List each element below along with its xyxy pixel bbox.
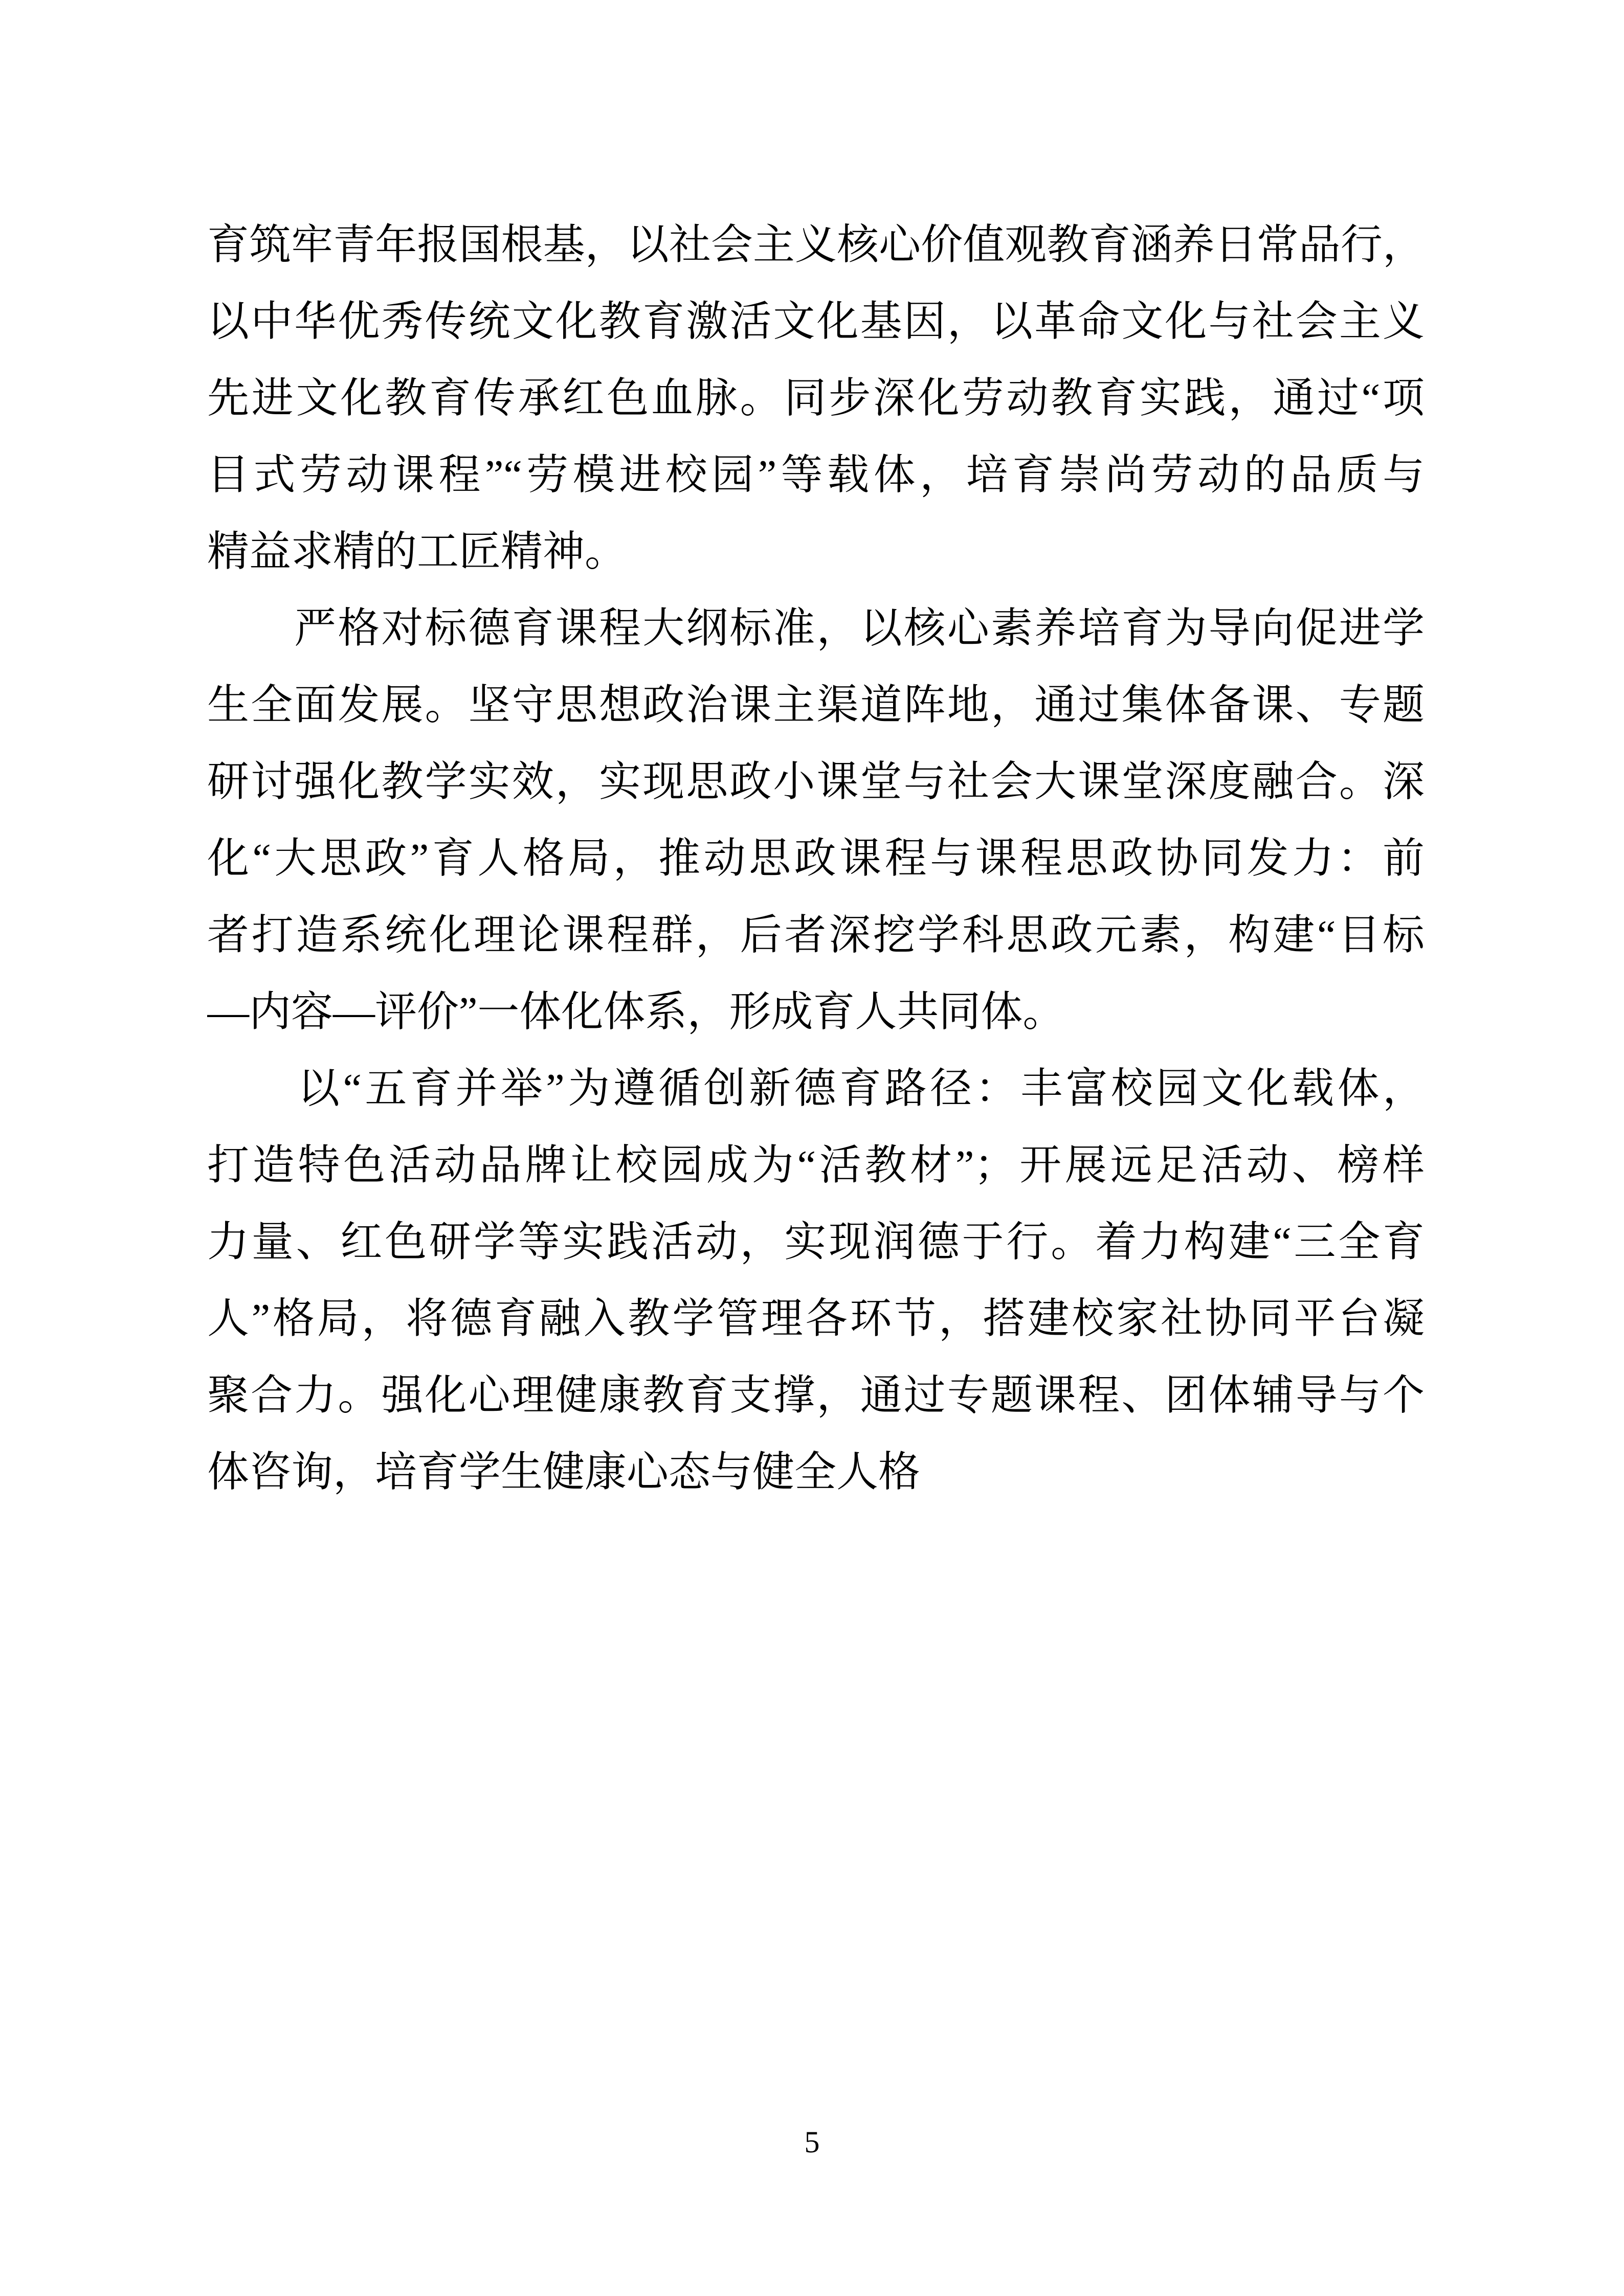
text-line: 打造特色活动品牌让校园成为“活教材”；开展远足活动、榜样 [207,1142,1425,1188]
text-line: 化“大思政”育人格局，推动思政课程与课程思政协同发力：前 [207,835,1425,882]
text-line: 以中华优秀传统文化教育激活文化基因，以革命文化与社会主义 [207,298,1425,345]
text-line: —内容—评价”一体化体系，形成育人共同体。 [207,988,1065,1035]
text-line: 力量、红色研学等实践活动，实现润德于行。着力构建“三全育 [207,1219,1425,1265]
text-line: 生全面发展。坚守思想政治课主渠道阵地，通过集体备课、专题 [207,682,1425,728]
text-line: 以“五育并举”为遵循创新德育路径：丰富校园文化载体， [207,1065,1425,1112]
text-line: 育筑牢青年报国根基，以社会主义核心价值观教育涵养日常品行， [207,221,1425,268]
text-line: 人”格局，将德育融入教学管理各环节，搭建校家社协同平台凝 [207,1295,1425,1342]
text-line: 目式劳动课程”“劳模进校园”等载体，培育崇尚劳动的品质与 [207,452,1425,498]
text-line: 先进文化教育传承红色血脉。同步深化劳动教育实践，通过“项 [207,375,1425,421]
text-line: 研讨强化教学实效，实现思政小课堂与社会大课堂深度融合。深 [207,758,1425,805]
text-line: 聚合力。强化心理健康教育支撑，通过专题课程、团体辅导与个 [207,1372,1425,1419]
text-line: 精益求精的工匠精神。 [207,528,627,575]
text-line: 严格对标德育课程大纲标准，以核心素养培育为导向促进学 [207,605,1425,651]
body-text [207,207,1425,1511]
text-line: 体咨询，培育学生健康心态与健全人格 [207,1449,921,1495]
page-number: 5 [804,2125,820,2159]
text-line: 者打造系统化理论课程群，后者深挖学科思政元素，构建“目标 [207,912,1425,958]
